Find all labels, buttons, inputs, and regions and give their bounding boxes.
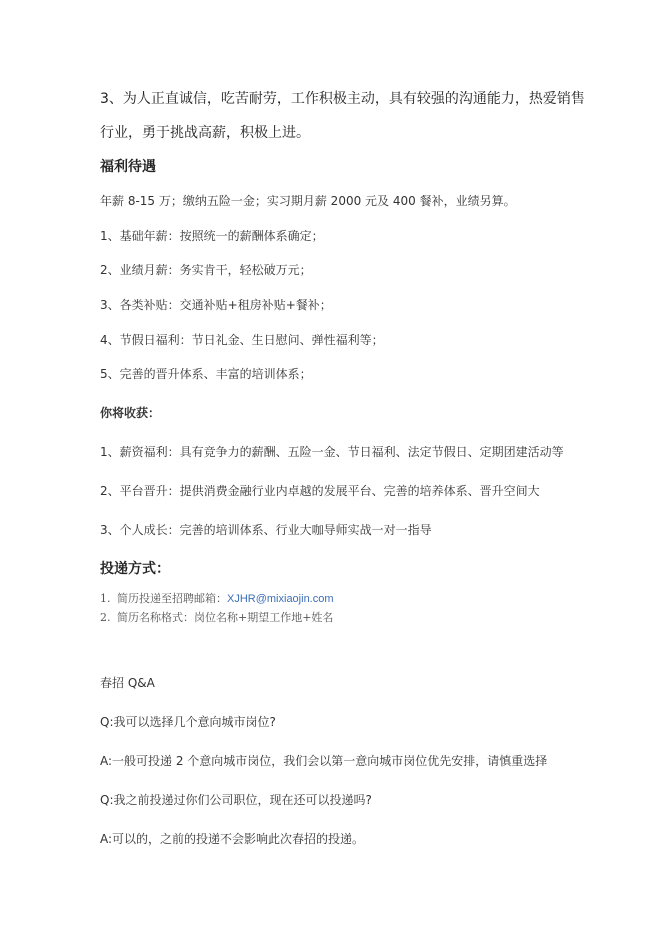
recruit-email-link[interactable]: XJHR@mixiaojin.com — [227, 593, 334, 605]
qa-question: Q:我可以选择几个意向城市岗位? — [100, 715, 276, 729]
requirement-line-2: 行业，勇于挑战高薪，积极上进。 — [100, 125, 310, 141]
benefit-item: 2、业绩月薪：务实肯干，轻松破万元； — [100, 263, 312, 277]
gain-item: 2、平台晋升：提供消费金融行业内卓越的发展平台、完善的培养体系、晋升空间大 — [100, 484, 540, 498]
benefit-item: 4、节假日福利：节日礼金、生日慰问、弹性福利等； — [100, 333, 384, 347]
gains-heading: 你将收获： — [100, 406, 161, 420]
benefits-salary: 年薪 8-15 万；缴纳五险一金；实习期月薪 2000 元及 400 餐补，业绩另算。 — [100, 194, 516, 208]
requirement-line-1: 3、为人正直诚信，吃苦耐劳，工作积极主动，具有较强的沟通能力，热爱销售 — [100, 91, 585, 107]
qa-heading: 春招 Q&A — [100, 676, 155, 690]
benefits-heading: 福利待遇 — [100, 159, 156, 175]
qa-answer: A:一般可投递 2 个意向城市岗位，我们会以第一意向城市岗位优先安排，请慎重选择 — [100, 754, 548, 768]
qa-question: Q:我之前投递过你们公司职位，现在还可以投递吗? — [100, 793, 372, 807]
delivery-heading: 投递方式： — [100, 561, 170, 577]
delivery-item-text: 简历投递至招聘邮箱： — [117, 592, 227, 605]
benefit-item: 5、完善的晋升体系、丰富的培训体系； — [100, 367, 312, 381]
delivery-item-filename — [100, 612, 333, 623]
list-number: 1. — [100, 592, 111, 605]
qa-answer: A:可以的，之前的投递不会影响此次春招的投递。 — [100, 832, 365, 846]
gain-item: 1、薪资福利：具有竞争力的薪酬、五险一金、节日福利、法定节假日、定期团建活动等 — [100, 445, 564, 459]
delivery-item-email — [100, 593, 334, 605]
gain-item: 3、个人成长：完善的培训体系、行业大咖导师实战一对一指导 — [100, 523, 432, 537]
benefit-item: 1、基础年薪：按照统一的薪酬体系确定； — [100, 229, 324, 243]
benefit-item: 3、各类补贴：交通补贴+租房补贴+餐补； — [100, 298, 332, 312]
delivery-item-text: 简历名称格式：岗位名称+期望工作地+姓名 — [117, 611, 334, 624]
list-number: 2. — [100, 611, 111, 624]
